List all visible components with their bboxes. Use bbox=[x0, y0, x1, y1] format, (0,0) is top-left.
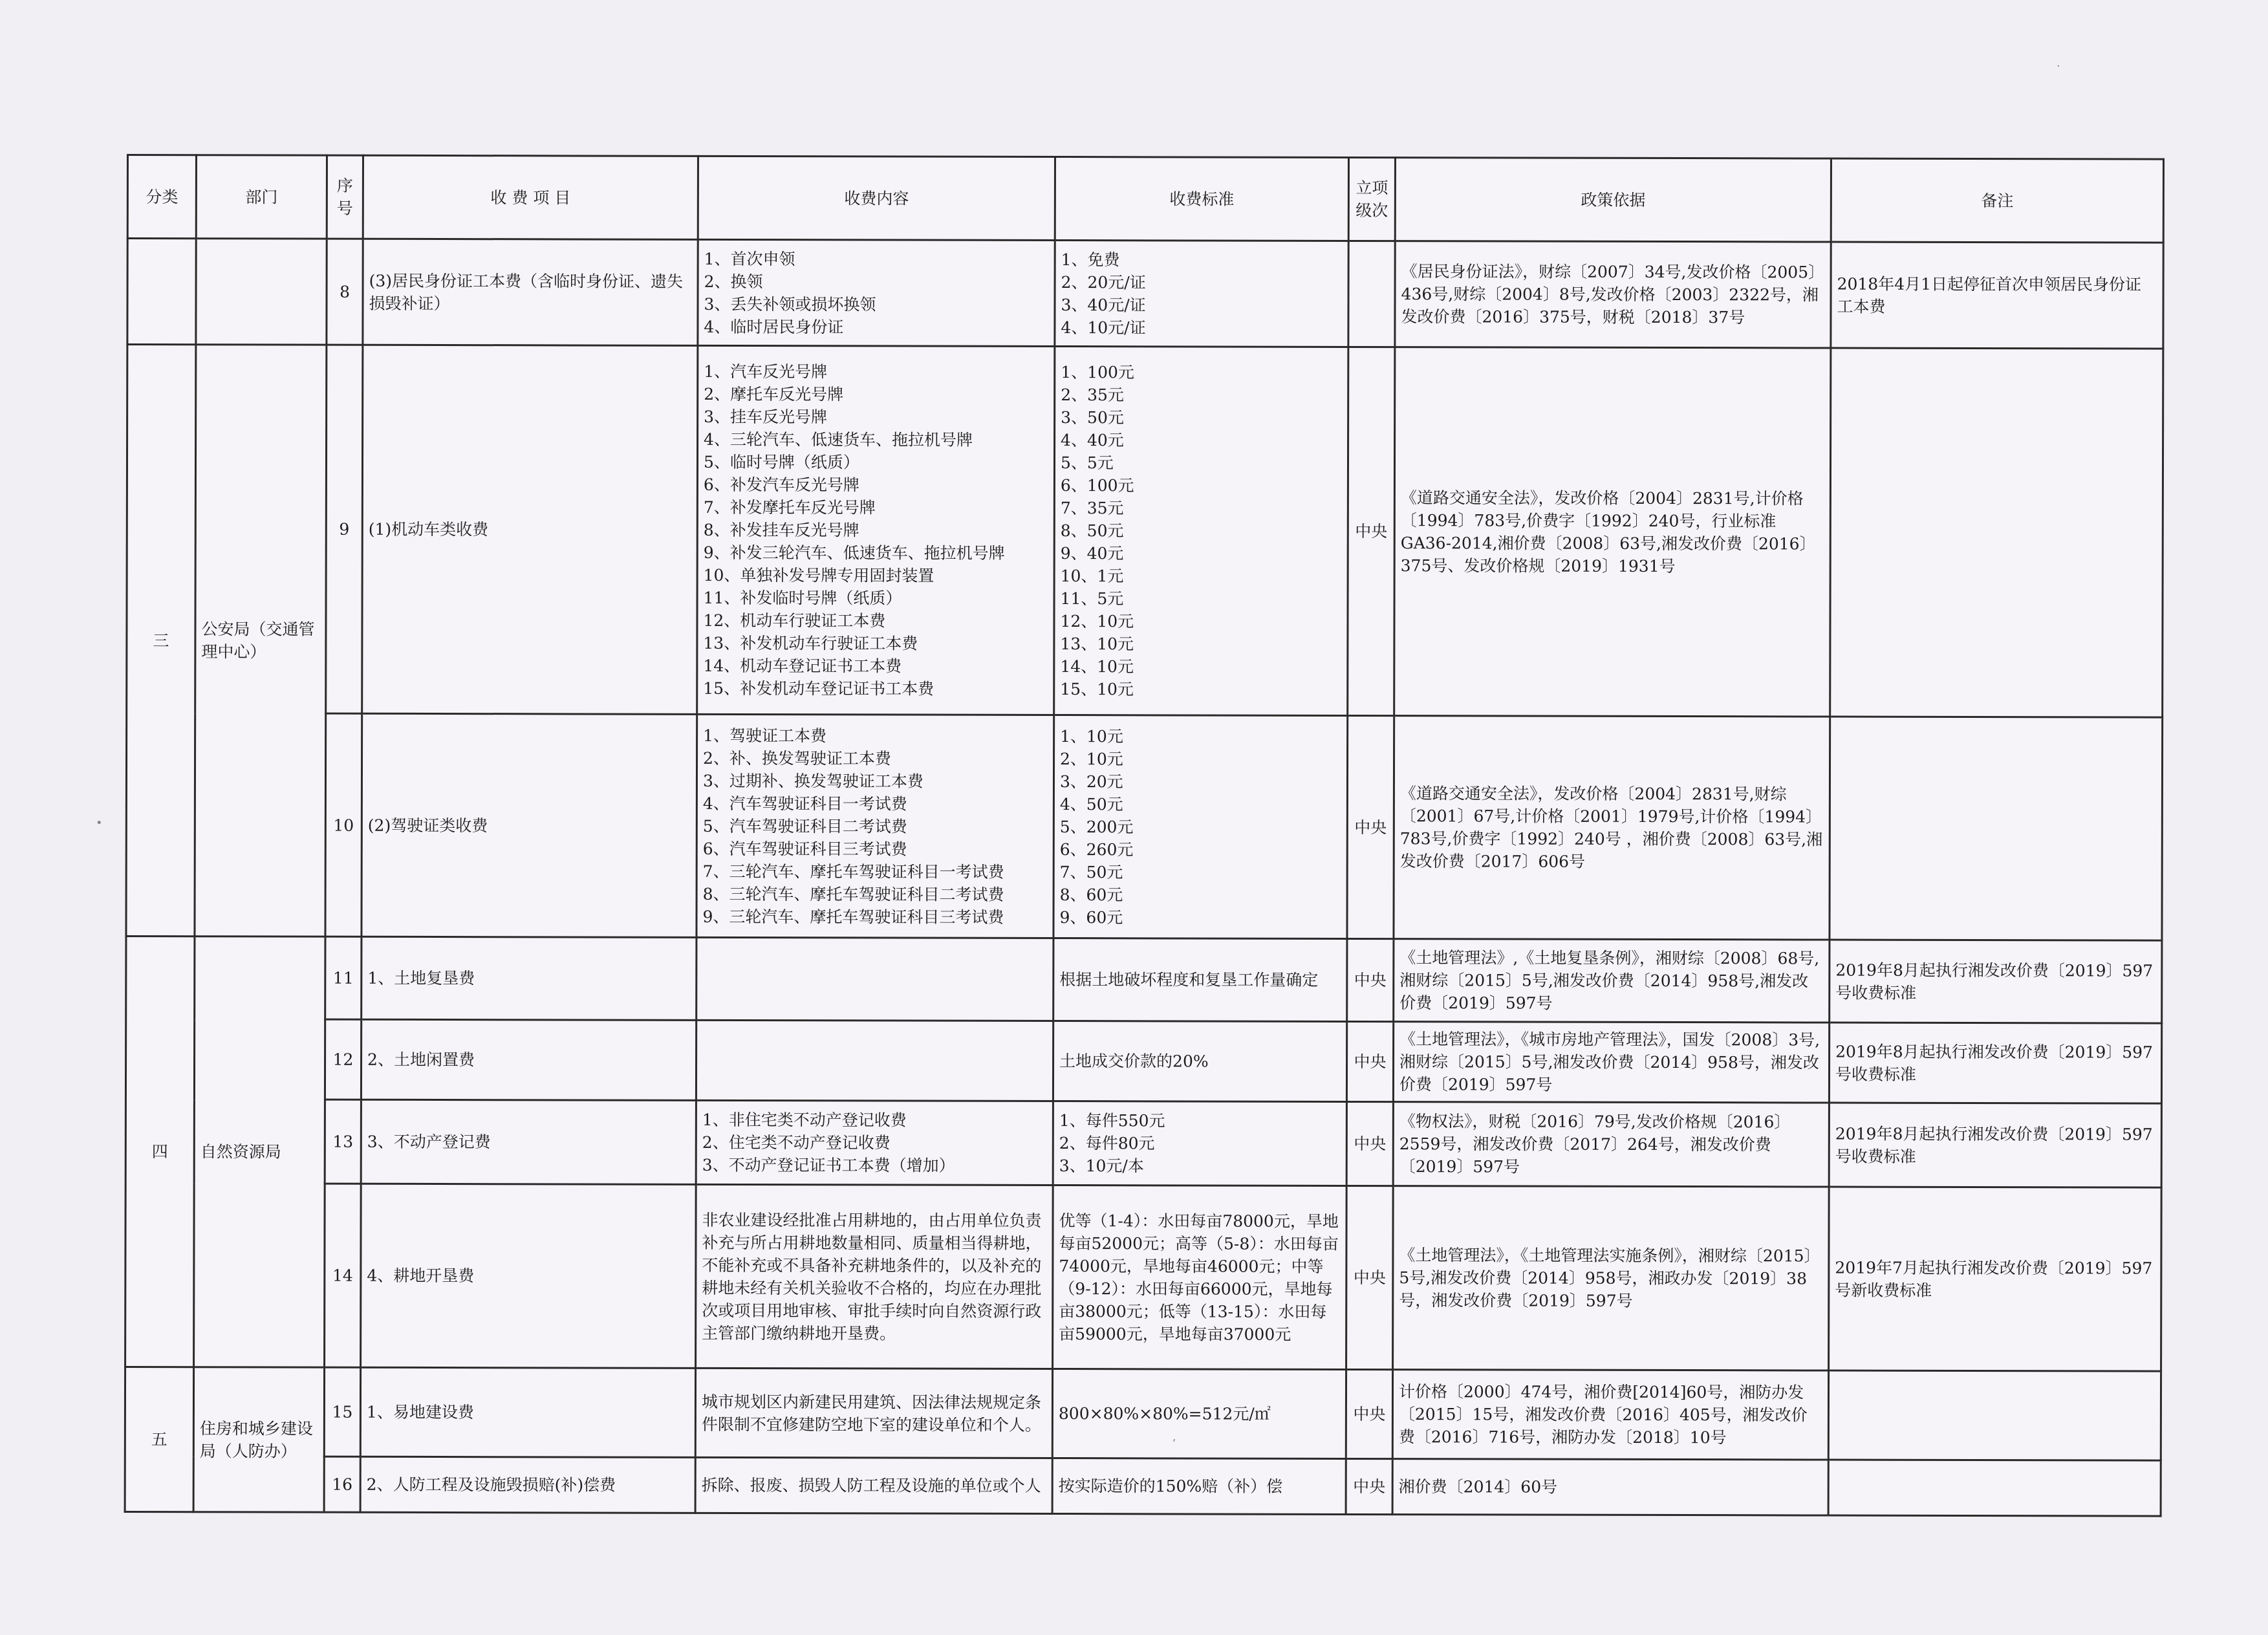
header-category: 分类 bbox=[127, 155, 196, 239]
policy-cell: 《居民身份证法》，财综〔2007〕34号,发改价格〔2005〕436号,财综〔2004〕8号,发改价格〔2003〕2322号，湘发改价费〔2016〕375号，财税〔2018〕37号 bbox=[1395, 241, 1831, 348]
remark-cell bbox=[1828, 1460, 2161, 1516]
content-cell bbox=[697, 937, 1053, 1021]
level-cell: 中央 bbox=[1346, 1369, 1392, 1458]
level-cell: 中央 bbox=[1346, 1458, 1392, 1514]
serial-cell: 16 bbox=[324, 1456, 360, 1512]
serial-cell: 12 bbox=[325, 1019, 361, 1099]
category-cell: 三 bbox=[126, 345, 196, 937]
fee-table bbox=[124, 154, 2165, 1517]
header-standard: 收费标准 bbox=[1055, 157, 1348, 241]
table-row bbox=[125, 1019, 2161, 1104]
standard-cell: 1、100元 2、35元 3、50元 4、40元 5、5元 6、100元 7、35元 8、50元 9、40元 10、1元 11、5元 12、10元 13、10元 14、10元 15、10元 bbox=[1054, 347, 1348, 716]
remark-cell bbox=[1830, 717, 2163, 940]
serial-cell: 9 bbox=[326, 345, 363, 713]
serial-cell: 15 bbox=[324, 1367, 360, 1456]
table-row bbox=[125, 1183, 2162, 1371]
department-cell bbox=[196, 239, 327, 345]
content-cell: 1、首次申领 2、换领 3、丢失补领或损坏换领 4、临时居民身份证 bbox=[698, 239, 1055, 346]
item-cell: 2、土地闲置费 bbox=[361, 1019, 696, 1100]
header-remark: 备注 bbox=[1831, 158, 2163, 243]
standard-cell: 1、免费 2、20元/证 3、40元/证 4、10元/证 bbox=[1055, 241, 1348, 347]
policy-cell: 《土地管理法》，《土地管理法实施条例》，湘财综〔2015〕5号,湘发改价费〔2014〕958号，湘政办发〔2019〕38号，湘发改价费〔2019〕597号 bbox=[1393, 1186, 1830, 1370]
standard-cell: 按实际造价的150%赔（补）偿 bbox=[1052, 1458, 1346, 1515]
level-cell: 中央 bbox=[1346, 1101, 1393, 1186]
item-cell: 3、不动产登记费 bbox=[361, 1099, 696, 1184]
level-cell: 中央 bbox=[1348, 347, 1395, 715]
policy-cell: 《道路交通安全法》，发改价格〔2004〕2831号,计价格〔1994〕783号,价费字〔1992〕240号，行业标准GA36-2014,湘价费〔2008〕63号,湘发改价费〔2016〕375号、发改价格规〔2019〕1931号 bbox=[1394, 347, 1831, 717]
table-row bbox=[126, 713, 2163, 941]
department-cell: 公安局（交通管理中心） bbox=[195, 345, 327, 937]
header-content: 收费内容 bbox=[698, 156, 1055, 240]
remark-cell bbox=[1830, 348, 2163, 717]
standard-cell: 1、10元 2、10元 3、20元 4、50元 5、200元 6、260元 7、50元 8、60元 9、60元 bbox=[1053, 715, 1348, 939]
item-cell: 1、土地复垦费 bbox=[362, 937, 697, 1020]
category-cell: 四 bbox=[125, 937, 195, 1367]
policy-cell: 《土地管理法》，《城市房地产管理法》，国发〔2008〕3号,湘财综〔2015〕5号,湘发改价费〔2014〕958号，湘发改价费〔2019〕597号 bbox=[1393, 1022, 1829, 1103]
table-row bbox=[125, 1099, 2161, 1187]
policy-cell: 计价格〔2000〕474号，湘价费[2014]60号，湘防办发〔2015〕15号，湘发改价费〔2016〕405号，湘发改价费〔2016〕716号，湘防办发〔2018〕10号 bbox=[1392, 1370, 1828, 1460]
item-cell: (1)机动车类收费 bbox=[362, 345, 698, 714]
table-row bbox=[126, 937, 2162, 1024]
table-row bbox=[125, 1367, 2161, 1460]
level-cell: 中央 bbox=[1346, 1021, 1393, 1101]
content-cell: 拆除、报废、损毁人防工程及设施的单位或个人 bbox=[695, 1457, 1052, 1513]
item-cell: 2、人防工程及设施毁损赔(补)偿费 bbox=[360, 1456, 695, 1513]
item-cell: 1、易地建设费 bbox=[360, 1367, 695, 1457]
category-cell bbox=[127, 239, 196, 345]
level-cell: 中央 bbox=[1347, 715, 1394, 938]
item-cell: (3)居民身份证工本费（含临时身份证、遗失损毁补证） bbox=[363, 239, 698, 345]
level-cell bbox=[1348, 241, 1395, 347]
content-cell: 1、汽车反光号牌 2、摩托车反光号牌 3、挂车反光号牌 4、三轮汽车、低速货车、拖拉机号牌 5、临时号牌（纸质） 6、补发汽车反光号牌 7、补发摩托车反光号牌 8、补发挂车反光号牌 9、补发三轮汽车、低速货车、拖拉机号牌 10、单独补发号牌专用固封装置 11、补发临时号牌（纸质） 12、机动车行驶证工本费 13、补发机动车行驶证工本费 14、机动车登记证书工本费 15、补发机动车登记证书工本费 bbox=[697, 345, 1055, 715]
header-level: 立项级次 bbox=[1348, 157, 1395, 241]
remark-cell: 2019年8月起执行湘发改价费〔2019〕597号收费标准 bbox=[1829, 1103, 2161, 1187]
table-row bbox=[127, 239, 2163, 349]
content-cell: 非农业建设经批准占用耕地的，由占用单位负责补充与所占用耕地数量相同、质量相当得耕地，不能补充或不具备补充耕地条件的，以及补充的耕地未经有关机关验收不合格的，均应在办理批次或项目用地审核、审批手续时向自然资源行政主管部门缴纳耕地开垦费。 bbox=[696, 1184, 1053, 1369]
serial-cell: 10 bbox=[325, 713, 362, 937]
level-cell: 中央 bbox=[1347, 938, 1394, 1021]
item-cell: 4、耕地开垦费 bbox=[361, 1184, 697, 1368]
policy-cell: 湘价费〔2014〕60号 bbox=[1392, 1459, 1828, 1515]
table-row bbox=[125, 1456, 2161, 1516]
content-cell: 城市规划区内新建民用建筑、因法律法规规定条件限制不宜修建防空地下室的建设单位和个人。 bbox=[695, 1368, 1052, 1458]
header-row bbox=[127, 155, 2163, 243]
standard-cell: 800×80%×80%=512元/㎡ bbox=[1052, 1369, 1346, 1459]
scan-speck: ʼ bbox=[1172, 1437, 1176, 1451]
standard-cell: 根据土地破坏程度和复垦工作量确定 bbox=[1053, 938, 1347, 1022]
content-cell: 1、驾驶证工本费 2、补、换发驾驶证工本费 3、过期补、换发驾驶证工本费 4、汽车驾驶证科目一考试费 5、汽车驾驶证科目二考试费 6、汽车驾驶证科目三考试费 7、三轮汽车、摩托车驾驶证科目一考试费 8、三轮汽车、摩托车驾驶证科目二考试费 9、三轮汽车、摩托车驾驶证科目三考试费 bbox=[697, 714, 1054, 938]
department-cell: 自然资源局 bbox=[194, 937, 325, 1367]
standard-cell: 优等（1-4）：水田每亩78000元，旱地每亩52000元；高等（5-8）：水田每亩74000元，旱地每亩46000元；中等（9-12）：水田每亩66000元，旱地每亩38000元；低等（13-15）：水田每亩59000元，旱地每亩37000元 bbox=[1053, 1186, 1347, 1370]
level-cell: 中央 bbox=[1346, 1186, 1394, 1369]
serial-cell: 14 bbox=[325, 1184, 362, 1367]
serial-cell: 13 bbox=[325, 1099, 361, 1184]
department-cell: 住房和城乡建设局（人防办） bbox=[193, 1367, 324, 1512]
serial-cell: 11 bbox=[325, 937, 362, 1019]
content-cell bbox=[696, 1020, 1053, 1101]
remark-cell bbox=[1828, 1370, 2161, 1460]
scan-speck: · bbox=[2057, 60, 2060, 73]
standard-cell: 1、每件550元 2、每件80元 3、10元/本 bbox=[1053, 1101, 1346, 1186]
category-cell: 五 bbox=[125, 1367, 193, 1511]
policy-cell: 《土地管理法》,《土地复垦条例》，湘财综〔2008〕68号,湘财综〔2015〕5号,湘发改价费〔2014〕958号,湘发改价费〔2019〕597号 bbox=[1394, 939, 1830, 1023]
remark-cell: 2019年8月起执行湘发改价费〔2019〕597号收费标准 bbox=[1830, 940, 2162, 1023]
remark-cell: 2019年7月起执行湘发改价费〔2019〕597号新收费标准 bbox=[1829, 1187, 2162, 1371]
remark-cell: 2019年8月起执行湘发改价费〔2019〕597号收费标准 bbox=[1829, 1023, 2161, 1103]
table-row bbox=[127, 345, 2163, 718]
scan-speck: • bbox=[96, 816, 103, 830]
policy-cell: 《物权法》，财税〔2016〕79号,发改价格规〔2016〕2559号，湘发改价费〔2017〕264号，湘发改价费〔2019〕597号 bbox=[1393, 1102, 1829, 1187]
serial-cell: 8 bbox=[327, 239, 363, 345]
item-cell: (2)驾驶证类收费 bbox=[362, 713, 697, 937]
content-cell: 1、非住宅类不动产登记收费 2、住宅类不动产登记收费 3、不动产登记证书工本费（增加） bbox=[696, 1100, 1053, 1185]
header-serial: 序号 bbox=[327, 155, 363, 239]
header-department: 部门 bbox=[196, 155, 327, 239]
header-policy: 政策依据 bbox=[1395, 158, 1831, 242]
policy-cell: 《道路交通安全法》，发改价格〔2004〕2831号,财综〔2001〕67号,计价格〔2001〕1979号,计价格〔1994〕783号,价费字〔1992〕240号 ，湘价费〔2008〕63号,湘发改价费〔2017〕606号 bbox=[1394, 716, 1830, 940]
standard-cell: 土地成交价款的20% bbox=[1053, 1021, 1346, 1102]
header-item: 收 费 项 目 bbox=[363, 155, 698, 239]
remark-cell: 2018年4月1日起停征首次申领居民身份证工本费 bbox=[1831, 242, 2163, 349]
